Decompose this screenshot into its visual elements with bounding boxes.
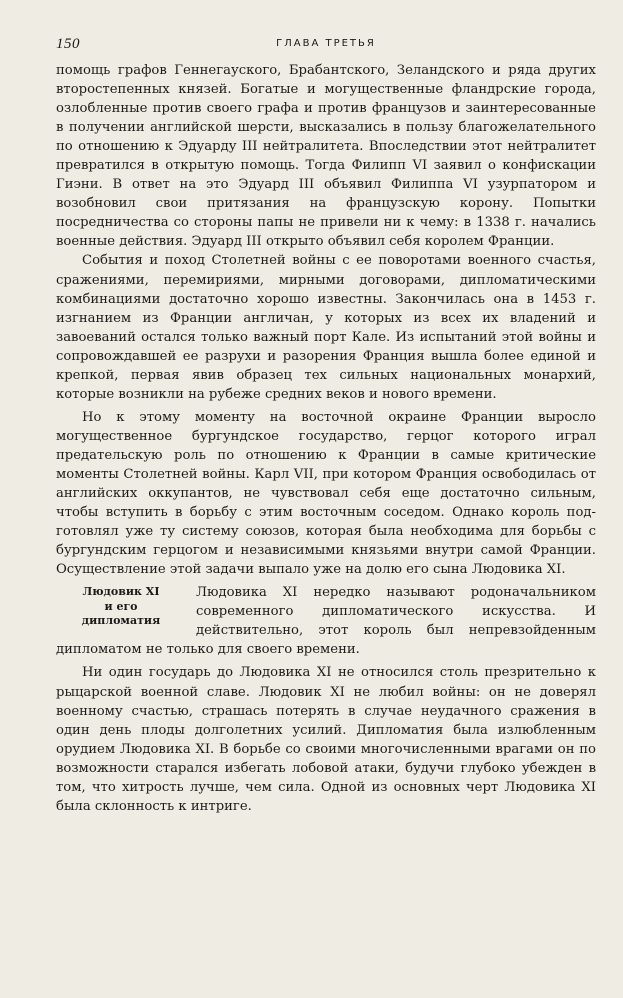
side-note-line-1: Людовик XI: [82, 585, 160, 599]
marginal-paragraph-text: Людовика XI нередко называют родоначальником современного дипломатического искусства. И действительно, этот король был непревзойденным дипломатом не только для своего времени.: [56, 585, 596, 658]
side-note-line-3: дипломатия: [81, 614, 161, 628]
paragraph-5: Ни один государь до Людовика XI не относился столь презрительно к рыцарской военной славе. Людовик XI не любил войны: он не доверял военному счастью, страшась потерять в случае неудачного сражения в один день плоды долголетних усилий. Дипломатия была излюбленным орудием Людовика XI. В борьбе со своими многочисленными врагами он по возможности старался избегать лобовой атаки, будучи глубоко убежден в том, что хитрость лучше, чем сила. Одной из основных черт Людовика XI была склонность к интриге.: [56, 665, 596, 814]
paragraph-2: События и поход Столетней войны с ее поворотами военного счастья, сражениями, перемириями, мирными договорами, дипломатическими комбинациями достаточно хорошо известны. Закончилась она в 1453 г. изгнанием из Франции англичан, у которых из всех их владений и завоеваний остался только важный порт Кале. Из испытаний этой войны и сопровождавшей ее разрухи и разорения Франция вышла более единой и крепкой, первая явив образец тех сильных национальных монархий, которые возникли на рубеже средних веков и нового времени.: [56, 253, 596, 402]
side-note-line-2: и его: [104, 599, 138, 613]
page-header: [56, 36, 596, 58]
side-note-heading: [56, 585, 186, 629]
running-head: ГЛАВА ТРЕТЬЯ: [276, 38, 376, 49]
body-text: [56, 61, 596, 816]
paragraph-3: Но к этому моменту на восточной окраине Франции выросло могущественное бургундское государство, герцог которого играл предательскую роль по отношению к Франции в самые критические моменты Столетней войны. Карл VII, при котором Франция освободилась от английских оккупантов, не чувствовал себя еще достаточно сильным, чтобы вступить в борьбу с этим восточным соседом. Однако король подготовлял уже ту систему союзов, которая была необходима для борьбы с бургундским герцогом и независимыми князьями внутри самой Франции. Осуществление этой задачи выпало уже на долю его сына Людовика XI.: [56, 409, 596, 578]
paragraph-1: помощь графов Геннегауского, Брабантского, Зеландского и ряда других второстепенных князей. Богатые и могущественные фландрские города, озлобленные против своего графа и против французов и заинтересованные в получении английской шерсти, высказались в пользу благожелательного по отношению к Эдуарду III нейтралитета. Впоследствии этот нейтралитет превратился в открытую помощь. Тогда Филипп VI заявил о конфискации Гиэни. В ответ на это Эдуард III объявил Филиппа VI узурпатором и возобновил свои притязания на французскую корону. Попытки посредничества со стороны папы не привели ни к чему: в 1338 г. начались военные действия. Эдуард III открыто объявил себя королем Франции.: [56, 63, 596, 250]
marginal-paragraph: [56, 583, 596, 659]
page-number: 150: [56, 36, 80, 52]
